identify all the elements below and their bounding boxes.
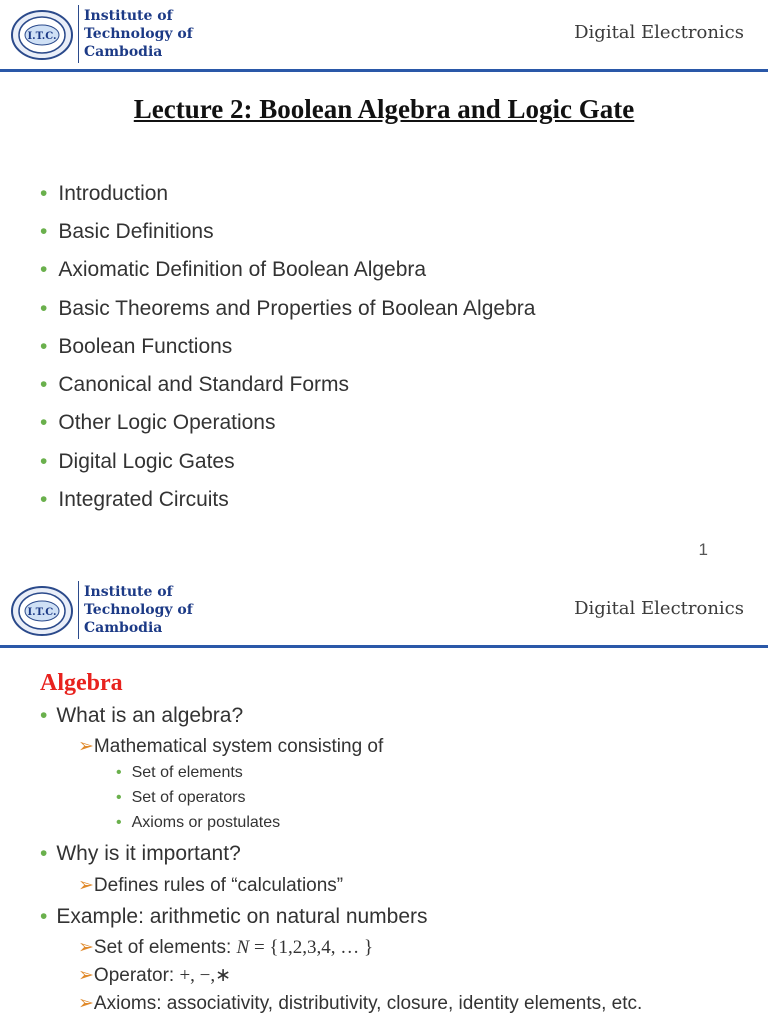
outline-item: • Boolean Functions: [40, 335, 233, 358]
header-rule: [0, 69, 768, 72]
arrow-bullet-icon: ➢: [78, 937, 94, 958]
slide-header: [0, 0, 768, 72]
bullet-icon: •: [40, 220, 48, 243]
arrow-bullet-icon: ➢: [78, 965, 94, 986]
bullet-icon: •: [40, 411, 48, 434]
header-rule: [0, 645, 768, 648]
header-divider: [78, 5, 79, 63]
detail-item: • Set of elements: [116, 764, 243, 781]
outline-item: • Canonical and Standard Forms: [40, 373, 350, 396]
institute-line-1: Institute of: [84, 584, 173, 600]
bullet-icon: •: [40, 297, 48, 320]
sub-item: ➢Axioms: associativity, distributivity, closure, identity elements, etc.: [78, 993, 643, 1014]
page-number: 1: [698, 540, 708, 559]
arrow-bullet-icon: ➢: [78, 875, 94, 896]
slide-header: [0, 576, 768, 648]
outline-item: • Integrated Circuits: [40, 488, 229, 511]
question-item: • Example: arithmetic on natural numbers: [40, 905, 428, 928]
bullet-icon: •: [40, 905, 48, 928]
institute-line-3: Cambodia: [84, 620, 163, 636]
course-name: Digital Electronics: [574, 22, 744, 43]
math-operators: +, −,∗: [179, 965, 232, 986]
institute-line-2: Technology of: [84, 602, 193, 618]
sub-item: ➢Operator: +, −,∗: [78, 965, 232, 986]
outline-item: • Other Logic Operations: [40, 411, 276, 434]
detail-item: • Axioms or postulates: [116, 814, 281, 831]
bullet-icon: •: [116, 764, 122, 781]
sub-item: ➢Mathematical system consisting of: [78, 736, 384, 757]
detail-item: • Set of operators: [116, 789, 246, 806]
question-item: • What is an algebra?: [40, 704, 244, 727]
outline-item: • Basic Theorems and Properties of Boolean Algebra: [40, 297, 536, 320]
institute-line-2: Technology of: [84, 26, 193, 42]
bullet-icon: •: [40, 488, 48, 511]
svg-text:I.T.C.: I.T.C.: [27, 31, 57, 42]
itc-logo-icon: [10, 9, 74, 61]
bullet-icon: •: [116, 789, 122, 806]
outline-item: • Digital Logic Gates: [40, 450, 235, 473]
outline-item: • Introduction: [40, 182, 169, 205]
section-title: Algebra: [40, 670, 123, 696]
sub-item: ➢Set of elements: N = {1,2,3,4, … }: [78, 937, 374, 958]
bullet-icon: •: [40, 258, 48, 281]
bullet-icon: •: [116, 814, 122, 831]
institute-name: [84, 7, 193, 61]
header-divider: [78, 581, 79, 639]
arrow-bullet-icon: ➢: [78, 993, 94, 1014]
bullet-icon: •: [40, 182, 48, 205]
bullet-icon: •: [40, 450, 48, 473]
outline-item: • Axiomatic Definition of Boolean Algebra: [40, 258, 427, 281]
institute-line-1: Institute of: [84, 8, 173, 24]
course-name: Digital Electronics: [574, 598, 744, 619]
institute-name: [84, 583, 193, 637]
lecture-title: Lecture 2: Boolean Algebra and Logic Gate: [133, 94, 635, 124]
math-variable: N: [236, 937, 250, 958]
arrow-bullet-icon: ➢: [78, 736, 94, 757]
itc-logo-icon: [10, 585, 74, 637]
institute-line-3: Cambodia: [84, 44, 163, 60]
bullet-icon: •: [40, 842, 48, 865]
question-item: • Why is it important?: [40, 842, 241, 865]
svg-text:I.T.C.: I.T.C.: [27, 607, 57, 618]
math-set: = {1,2,3,4, … }: [249, 937, 374, 958]
bullet-icon: •: [40, 373, 48, 396]
sub-item: ➢Defines rules of “calculations”: [78, 875, 344, 896]
bullet-icon: •: [40, 335, 48, 358]
outline-item: • Basic Definitions: [40, 220, 214, 243]
slide-2: [0, 576, 768, 1024]
bullet-icon: •: [40, 704, 48, 727]
